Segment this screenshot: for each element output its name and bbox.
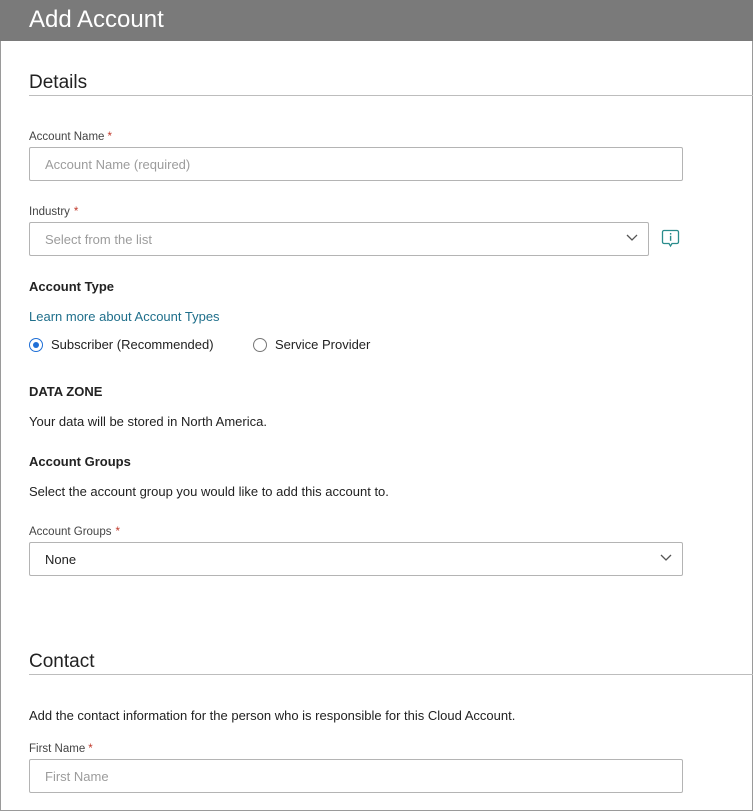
required-mark: * [73,206,79,218]
contact-divider [29,674,753,675]
required-mark: * [115,526,120,538]
account-groups-label-text: Account Groups [29,526,112,538]
chevron-down-icon [626,234,638,242]
data-zone-heading: DATA ZONE [29,384,103,399]
chevron-down-icon [660,554,672,562]
industry-label-text: Industry [29,206,70,218]
contact-section-title: Contact [29,651,95,672]
account-groups-label [29,525,120,539]
info-icon[interactable] [661,229,680,248]
radio-service-provider-label: Service Provider [275,337,371,352]
industry-select[interactable] [29,222,649,256]
radio-unselected-icon[interactable] [253,338,267,352]
account-name-label [29,130,112,144]
first-name-placeholder: First Name [45,769,109,784]
account-groups-description: Select the account group you would like to add this account to. [29,484,389,499]
account-groups-select[interactable] [29,542,683,576]
first-name-label [29,742,93,756]
radio-subscriber[interactable] [29,337,214,353]
required-mark: * [88,743,93,755]
contact-description: Add the contact information for the person who is responsible for this Cloud Account. [29,708,516,723]
radio-selected-icon[interactable] [29,338,43,352]
account-groups-value: None [45,552,77,567]
first-name-input[interactable] [29,759,683,793]
dialog-header [0,0,753,41]
details-section-title: Details [29,72,88,93]
details-divider [29,95,753,96]
data-zone-text: Your data will be stored in North America. [29,414,267,429]
account-name-label-text: Account Name [29,131,105,143]
account-groups-heading: Account Groups [29,454,131,469]
radio-service-provider[interactable] [253,337,370,353]
dialog-title: Add Account [29,6,164,33]
first-name-label-text: First Name [29,743,86,755]
learn-more-account-types-link[interactable]: Learn more about Account Types [29,309,220,324]
industry-label [29,205,78,219]
account-name-placeholder: Account Name (required) [45,157,191,172]
radio-subscriber-label: Subscriber (Recommended) [51,337,214,352]
account-name-input[interactable] [29,147,683,181]
industry-placeholder: Select from the list [45,232,152,247]
required-mark: * [107,131,112,143]
account-type-heading: Account Type [29,279,114,294]
